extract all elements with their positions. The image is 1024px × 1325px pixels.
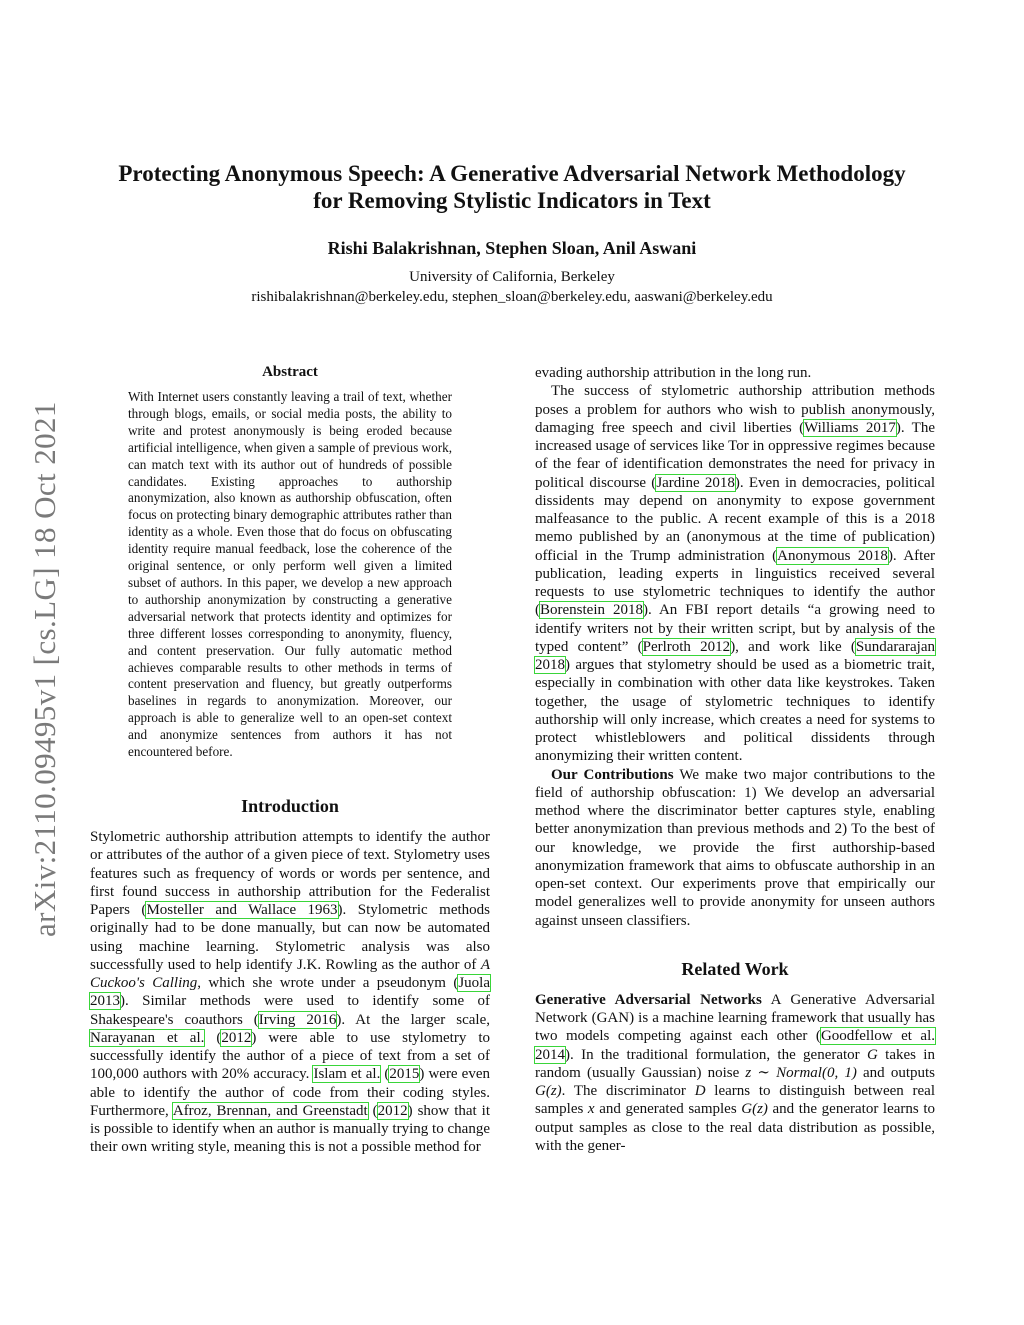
citation-link[interactable]: Irving 2016 — [258, 1011, 337, 1028]
citation-link[interactable]: Jardine 2018 — [656, 474, 735, 491]
book-title: A Cuckoo's Calling — [90, 956, 490, 991]
contributions-heading: Our Contributions — [551, 766, 674, 783]
gan-heading: Generative Adversarial Networks — [535, 991, 762, 1008]
title-line-2: for Removing Stylistic Indicators in Text — [313, 188, 711, 213]
paper-title — [60, 160, 964, 214]
math-expression: G(z) — [535, 1083, 562, 1099]
math-symbol: D — [694, 1083, 706, 1099]
contributions-paragraph: Our Contributions We make two major contributions to the field of authorship obfuscation: 1) We develop an adversarial method where the discriminator better captures style, enabling better anonymization than previous methods and 2) To the best of our knowledge, we provide the first authorship-based anonymization framework that aims to obfuscate authorship in an open-set context. Our experiments prove that empirically our model generalizes well to provide anonymity for unseen authors against unseen classifiers. — [535, 766, 935, 929]
citation-link[interactable]: 2012 — [221, 1029, 252, 1046]
motivation-paragraph: The success of stylometric authorship attribution methods poses a problem for authors who wish to publish anonymously, damaging free speech and civil liberties (Williams 2017). The increased usage of services like Tor in oppressive regimes because of the fear of identification demonstrates the need for privacy in political discourse (Jardine 2018). Even in democracies, political dissidents may depend on anonymity to expose government malfeasance to the public. A recent example of this is a 2018 memo published by an (anonymous at the time of publication) official in the Trump administration (Anonymous 2018). After publication, leading experts in linguistics received several requests to use stylometric techniques to identify the author (Borenstein 2018). An FBI report details “a growing need to identify writers not by their written script, but by analysis of the typed content” (Perlroth 2012), and work like (Sundararajan 2018) argues that stylometry should be used as a biometric trait, especially in combination with other data like keystrokes. Taken together, the usage of stylometric techniques to identify authorship will only increase, which creates a need for systems to protect whistleblowers and political dissidents through anonymizing their written content. — [535, 383, 936, 765]
citation-link[interactable]: Perlroth 2012 — [642, 638, 731, 655]
author-emails: rishibalakrishnan@berkeley.edu, stephen_sloan@berkeley.edu, aaswani@berkeley.edu — [251, 289, 773, 305]
citation-link[interactable]: Borenstein 2018 — [540, 602, 644, 619]
math-symbol: x — [587, 1101, 595, 1118]
citation-link[interactable]: Islam et al. — [313, 1066, 381, 1083]
abstract-text: With Internet users constantly leaving a trail of text, whether through blogs, emails, or social media posts, the ability to write and protest anonymously is being eroded because artificial intelligence, when given a sample of previous work, can match text with its author out of hundreds of possible candidates. Existing approaches to authorship anonymization, also known as authorship obfuscation, often focus on protecting binary demographic attributes rather than identity as a whole. Even those that do focus on obfuscating identity require manual feedback, lose the coherence of the original sentence, or only perform well given a limited subset of authors. In this paper, we develop a new approach to authorship anonymization by constructing a generative adversarial network that protects identity and optimizes for three different losses corresponding to anonymity, fluency, and content preservation. Our fully automatic method achieves comparable results to other methods in terms of content preservation and fluency, but greatly outperforms baselines in regards to anonymization. Moreover, our approach is able to generalize well to an open-set context and anonymize sentences from authors it has not encountered before. — [128, 389, 452, 760]
author-list: Rishi Balakrishnan, Stephen Sloan, Anil Aswani — [327, 238, 697, 258]
abstract-heading: Abstract — [262, 364, 318, 380]
left-column — [90, 795, 490, 1157]
affiliation-block — [60, 267, 964, 307]
introduction-heading: Introduction — [241, 796, 339, 816]
arxiv-identifier-stamp: arXiv:2110.09495v1 [cs.LG] 18 Oct 2021 — [27, 401, 62, 937]
introduction-paragraph: Stylometric authorship attribution attempts to identify the author or attributes of the author of a given piece of text. Stylometry uses features such as frequency of words or words per sentence, and first found success in authorship attribution for the Federalist Papers (Mosteller and Wallace 1963). Stylometric methods originally had to be done manually, but can now be automated using machine learning. Stylometric analysis was also successfully used to help identify J.K. Rowling as the author of A Cuckoo's Calling, which she wrote under a pseudonym (Juola 2013). Similar methods were used to identify some of Shakespeare's coauthors (Irving 2016). At the larger scale, Narayanan et al. (2012) were able to use stylometry to successfully identify the author of a piece of text from a set of 100,000 authors with 20% accuracy. Islam et al. (2015) were even able to identify the author of code from their coding styles. Furthermore, Afroz, Brennan, and Greenstadt (2012) show that it is possible to identify when an author is manually trying to change their own writing style, meaning this is not a possible method for — [90, 829, 491, 1156]
citation-link[interactable]: Afroz, Brennan, and Greenstadt — [172, 1102, 368, 1119]
citation-link[interactable]: Mosteller and Wallace 1963 — [146, 902, 338, 918]
math-symbol: G — [867, 1046, 878, 1063]
citation-link[interactable]: Sundararajan 2018 — [535, 638, 936, 673]
citation-link[interactable]: Juola 2013 — [90, 975, 491, 1010]
math-expression: z ∼ Normal(0, 1) — [745, 1064, 857, 1081]
right-column — [535, 364, 935, 1155]
continued-paragraph: evading authorship attribution in the long run. — [535, 365, 812, 381]
affiliation: University of California, Berkeley — [409, 269, 615, 285]
citation-link[interactable]: Williams 2017 — [804, 419, 896, 436]
citation-link[interactable]: Goodfellow et al. 2014 — [535, 1028, 935, 1063]
gan-paragraph: Generative Adversarial Networks A Generative Adversarial Network (GAN) is a machine learning framework that usually has two models competing against each other (Goodfellow et al. 2014). In the traditional formulation, the generator G takes in random (usually Gaussian) noise z ∼ Normal(0, 1) and outputs G(z). The discriminator D learns to distinguish between real samples x and generated samples G(z) and the generator learns to output samples as close to the real data distribution as possible, with the gener- — [535, 991, 936, 1154]
citation-link[interactable]: 2012 — [377, 1102, 408, 1119]
citation-link[interactable]: 2015 — [389, 1066, 420, 1083]
related-work-heading: Related Work — [681, 958, 789, 979]
citation-link[interactable]: Narayanan et al. — [90, 1029, 205, 1046]
title-line-1: Protecting Anonymous Speech: A Generative Adversarial Network Methodology — [118, 161, 906, 186]
math-expression: G(z) — [741, 1101, 768, 1118]
citation-link[interactable]: Anonymous 2018 — [777, 547, 888, 564]
